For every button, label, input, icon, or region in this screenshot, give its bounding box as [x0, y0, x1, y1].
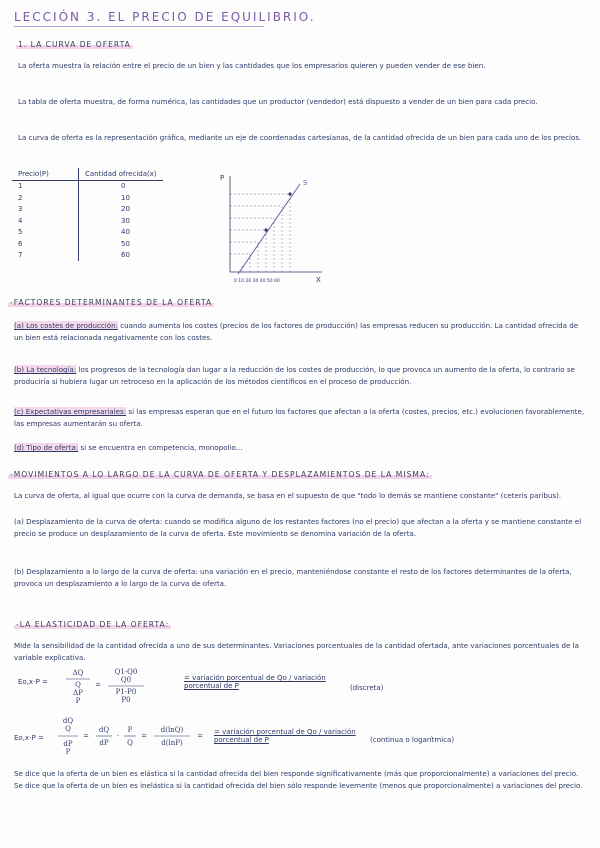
table-cell-quantity: 40 [121, 228, 130, 237]
graph-point [288, 192, 291, 195]
svg-text:P1-P0: P1-P0 [115, 688, 137, 696]
table-cell-price: 4 [12, 215, 79, 227]
factor-text: si se encuentra en competencia, monopolio... [80, 443, 243, 452]
page-title: LECCIÓN 3. EL PRECIO DE EQUILIBRIO. [14, 10, 316, 24]
supply-curve-graph [198, 168, 338, 286]
section-heading-supply-factors: -FACTORES DETERMINANTES DE LA OFERTA [10, 298, 213, 307]
table-row [12, 250, 163, 262]
factor-costs [14, 320, 589, 344]
y-axis-label: P [220, 174, 225, 182]
table-cell-price: 3 [12, 204, 79, 216]
svg-text:ΔP: ΔP [73, 689, 83, 697]
factor-expectations [14, 406, 589, 430]
svg-text:=: = [141, 732, 147, 740]
table-row [12, 192, 163, 204]
paragraph-curve-shift: (a) Desplazamiento de la curva de oferta: cuando se modifica alguno de los restantes factores (no el precio) que afectan a la oferta y se mantiene constante el precio se produce un desplazamiento de la curva de oferta. Este movimiento se denomina variación de la oferta. [14, 517, 582, 539]
factor-label: (b) La tecnología: [14, 365, 77, 374]
table-cell-quantity: 20 [121, 205, 130, 214]
paragraph-elastic-inelastic: Se dice que la oferta de un bien es elástica si la cantidad ofrecida del bien responde significativamente (más que proporcionalmente) a variaciones del precio. Se dice que la oferta de un bien es inelástica si la cantidad ofrecida del bien sólo responde levemente (menos que proporcionalmente) a variaciones del precio. [14, 769, 583, 791]
table-row [12, 215, 163, 227]
factor-label: (d) Tipo de oferta: [14, 443, 79, 452]
svg-text:dQ: dQ [98, 726, 110, 734]
section-heading-supply-curve: 1. LA CURVA DE OFERTA [18, 40, 131, 49]
svg-text:P: P [65, 748, 71, 756]
table-row [12, 180, 163, 192]
factor-offer-type [14, 442, 589, 454]
table-header-price: Precio(P) [12, 168, 79, 180]
svg-text:Q: Q [65, 725, 71, 733]
svg-text:P: P [75, 697, 81, 705]
factor-label: (c) Expectativas empresariales: [14, 407, 127, 416]
svg-text:Q: Q [75, 681, 81, 689]
supply-table [12, 168, 163, 261]
svg-text:=: = [95, 681, 101, 689]
table-cell-quantity: 50 [121, 239, 130, 248]
formula-continuous-rhs: = variación porcentual de Qo / variación porcentual de P [214, 728, 356, 744]
factor-label: (a) Los costes de producción: [14, 321, 119, 330]
svg-text:P: P [127, 726, 133, 734]
table-cell-price: 5 [12, 227, 79, 239]
supply-line [238, 184, 300, 274]
section-heading-elasticity: -LA ELASTICIDAD DE LA OFERTA: [16, 620, 170, 629]
svg-text:d(lnP): d(lnP) [161, 739, 183, 747]
svg-text:dQ: dQ [62, 717, 74, 725]
svg-text:dP: dP [63, 740, 73, 748]
factor-technology [14, 364, 589, 388]
x-axis-ticks: 0 10 20 30 40 50 60 [234, 279, 280, 284]
formula-continuous-note: (continua o logarítmica) [370, 736, 455, 744]
svg-text:P0: P0 [121, 696, 131, 704]
factor-text: si las empresas esperan que en el futuro los factores que afectan a la oferta (costes, precios, etc.) evolucionen favorablemente, las empresas aumentarán su oferta. [14, 407, 585, 429]
table-cell-quantity: 0 [121, 182, 126, 191]
paragraph-curve-movement: (b) Desplazamiento a lo largo de la curva de oferta: una variación en el precio, manteniéndose constante el resto de los factores determinantes de la oferta, provoca un desplazamiento a lo largo de la curva de oferta. [14, 567, 572, 589]
table-cell-quantity: 10 [121, 193, 130, 202]
graph-point [264, 228, 267, 231]
table-cell-price: 7 [12, 250, 79, 262]
factor-text: cuando aumenta los costes (precios de los factores de producción) las empresas reducen su producción. La cantidad ofrecida de un bien está relacionada negativamente con los costes. [14, 321, 579, 343]
paragraph-supply-curve: La curva de oferta es la representación gráfica, mediante un eje de coordenadas cartesianas, de la cantidad ofrecida de un bien para cada uno de los precios. [18, 133, 582, 142]
svg-text:Q: Q [127, 739, 133, 747]
table-cell-price: 1 [12, 180, 79, 192]
svg-text:=: = [83, 732, 89, 740]
graph-guides [230, 194, 290, 272]
svg-text:=: = [197, 732, 203, 740]
svg-text:·: · [116, 732, 120, 740]
svg-text:dP: dP [99, 739, 109, 747]
curve-label: S [303, 179, 308, 187]
svg-text:ΔQ: ΔQ [72, 669, 84, 677]
table-row [12, 204, 163, 216]
title-underline [14, 26, 264, 27]
paragraph-ceteris-paribus: La curva de oferta, al igual que ocurre con la curva de demanda, se basa en el supuesto de que "todo lo demás se mantiene constante" (ceteris paribus). [14, 491, 562, 500]
table-row [12, 238, 163, 250]
graph-axes [230, 176, 322, 272]
svg-text:Q1-Q0: Q1-Q0 [114, 668, 138, 676]
table-cell-price: 2 [12, 192, 79, 204]
formula-discrete-note: (discreta) [350, 684, 384, 692]
formula-discrete-fractions [58, 666, 186, 706]
svg-text:d(lnQ): d(lnQ) [160, 726, 184, 734]
paragraph-supply-table: La tabla de oferta muestra, de forma numérica, las cantidades que un productor (vendedor) está dispuesto a vender de un bien para cada precio. [18, 97, 538, 106]
table-header-row [12, 168, 163, 180]
table-cell-quantity: 30 [121, 216, 130, 225]
x-axis-label: X [316, 276, 321, 284]
table-row [12, 227, 163, 239]
factor-text: los progresos de la tecnología dan lugar a la reducción de los costes de producción, lo que provoca un aumento de la oferta, lo contrario se produciría si hubiera lugar un retroceso en la aplicación de los métodos científicos en el proceso de producción. [14, 365, 575, 387]
paragraph-elasticity-intro: Mide la sensibilidad de la cantidad ofrecida a uno de sus determinantes. Variaciones porcentuales de la cantidad ofertada, ante variaciones porcentuales de la variable explicativa. [14, 641, 579, 663]
paragraph-supply-definition: La oferta muestra la relación entre el precio de un bien y las cantidades que los empresarios quieren y pueden vender de ese bien. [18, 61, 486, 70]
formula-discrete-lhs: Eo,x-P = [18, 678, 48, 686]
svg-text:Q0: Q0 [120, 676, 132, 684]
table-cell-price: 6 [12, 238, 79, 250]
section-heading-movements: -MOVIMIENTOS A LO LARGO DE LA CURVA DE OFERTA Y DESPLAZAMIENTOS DE LA MISMA: [10, 470, 430, 479]
formula-continuous-lhs: Eo,x-P = [14, 734, 44, 742]
formula-continuous-fractions [56, 714, 212, 762]
table-cell-quantity: 60 [121, 251, 130, 260]
table-header-quantity: Cantidad ofrecida(x) [79, 168, 163, 180]
formula-discrete-rhs: = variación porcentual de Qo / variación porcentual de P [184, 674, 326, 690]
